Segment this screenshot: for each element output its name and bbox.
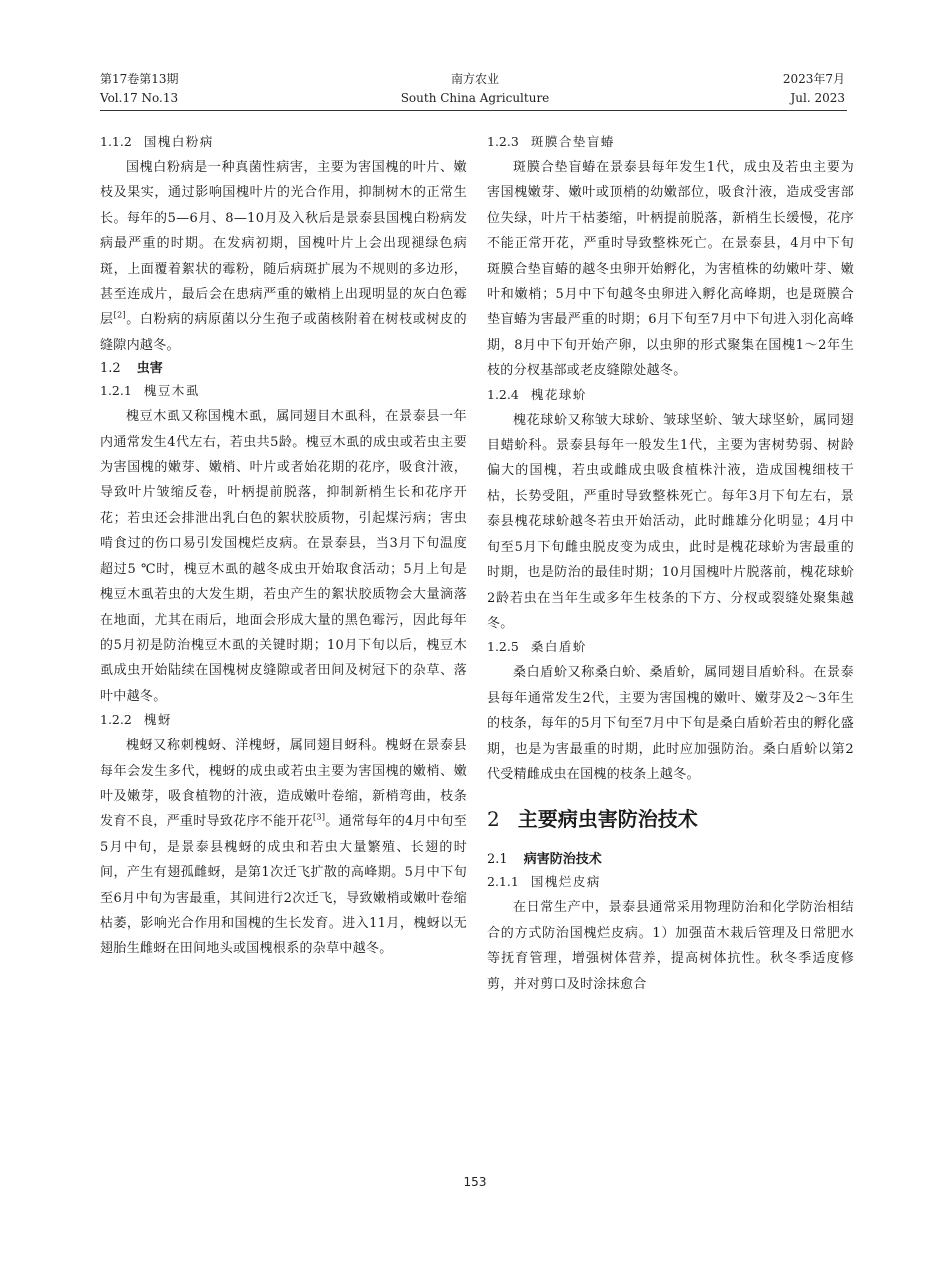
journal-cn: 南方农业: [450, 72, 499, 86]
page-number: 153: [463, 1175, 487, 1189]
section-heading-2-1-1: [487, 872, 854, 892]
section-heading-1-1-2: [100, 132, 467, 152]
paragraph-text: 。通常每年的4月中旬至5月中旬，是景泰县槐蚜的成虫和若虫大量繁殖、长翅的时间，产生有翅孤雌蚜，是第1次迁飞扩散的高峰期。5月中下旬至6月中旬为害最重，其间进行2次迁飞，导致嫩梢或嫩叶卷缩枯萎，影响光合作用和国槐的生长发育。进入11月，槐蚜以无翅胎生雌蚜在田间地头或国槐根系的杂草中越冬。: [100, 814, 467, 957]
section-number: 1.2.2: [100, 712, 132, 728]
section-heading-1-2-4: [487, 385, 854, 405]
header-divider: [100, 110, 847, 111]
section-title: 国槐烂皮病: [530, 874, 601, 890]
paragraph-mulberry-scale: 桑白盾蚧又称桑白蚧、桑盾蚧，属同翅目盾蚧科。在景泰县每年通常发生2代，主要为害国槐的嫩叶、嫩芽及2～3年生的枝条，每年的5月下旬至7月中下旬是桑白盾蚧若虫的孵化盛期，也是为害最重的时期，此时应加强防治。桑白盾蚧以第2代受精雌成虫在国槐的枝条上越冬。: [487, 665, 854, 782]
section-number: 1.1.2: [100, 134, 132, 149]
volume-cn: 第17卷第13期: [100, 72, 179, 86]
paragraph-psyllid: 槐豆木虱又称国槐木虱，属同翅目木虱科，在景泰县一年内通常发生4代左右，若虫共5龄。槐豆木虱的成虫或若虫主要为害国槐的嫩芽、嫩梢、叶片或者始花期的花序，吸食汁液，导致叶片皱缩反卷，叶柄提前脱落，抑制新梢生长和花序开花；若虫还会排泄出乳白色的絮状胶质物，引起煤污病；害虫啃食过的伤口易引发国槐烂皮病。在景泰县，当3月下旬温度超过5 ℃时，槐豆木虱的越冬成虫开始取食活动；5月上旬是槐豆木虱若虫的大发生期，若虫产生的絮状胶质物会大量滴落在地面，尤其在雨后，地面会形成大量的黑色霉污，因此每年的5月初是防治槐豆木虱的关键时期；10月下旬以后，槐豆木虱成虫开始陆续在国槐树皮缝隙或者田间及树冠下的杂草、落叶中越冬。: [100, 409, 467, 704]
left-column: [100, 131, 467, 962]
section-number: 2.1.1: [487, 874, 519, 890]
right-column: [487, 131, 854, 997]
paragraph-text: 。白粉病的病原菌以分生孢子或菌核附着在树枝或树皮的缝隙内越冬。: [100, 312, 467, 353]
paragraph-scale-insect: 槐花球蚧又称皱大球蚧、皱球坚蚧、皱大球坚蚧，属同翅目蜡蚧科。景泰县每年一般发生1代，主要为害树势弱、树龄偏大的国槐，若虫或雌成虫吸食植株汁液，造成国槐细枝干枯，长势受阻，严重时导致整株死亡。每年3月下旬左右，景泰县槐花球蚧越冬若虫开始活动，此时雌雄分化明显；4月中旬至5月下旬雌虫脱皮变为成虫，此时是槐花球蚧为害最重的时期，也是防治的最佳时期；10月国槐叶片脱落前，槐花球蚧2龄若虫在当年生或多年生枝条的下方、分杈或裂缝处聚集越冬。: [487, 412, 854, 631]
section-heading-2-1: [487, 849, 854, 871]
volume-en: Vol.17 No.13: [100, 91, 179, 105]
section-title: 桑白盾蚧: [530, 639, 587, 655]
journal-en: South China Agriculture: [400, 91, 550, 105]
paragraph-canker-control: 在日常生产中，景泰县通常采用物理防治和化学防治相结合的方式防治国槐烂皮病。1）加强苗木栽后管理及日常肥水等抚育管理，增强树体营养，提高树体抗性。秋冬季适度修剪，并对剪口及时涂抹愈合: [487, 900, 854, 992]
section-number: 2: [487, 807, 500, 832]
running-header-date: [783, 70, 845, 108]
section-title: 槐蚜: [143, 712, 172, 728]
section-number: 1.2: [100, 361, 121, 377]
section-number: 1.2.3: [487, 134, 519, 149]
citation-ref: [2]: [113, 311, 126, 321]
section-number: 1.2.4: [487, 386, 519, 402]
section-heading-1-2: [100, 358, 467, 380]
section-heading-1-2-2: [100, 710, 467, 730]
date-cn: 2023年7月: [782, 72, 845, 86]
section-heading-1-2-3: [487, 132, 854, 152]
paragraph-text: 国槐白粉病是一种真菌性病害，主要为害国槐的叶片、嫩枝及果实，通过影响国槐叶片的光合作用，抑制树木的正常生长。每年的5—6月、8—10月及入秋后是景泰县国槐白粉病发病最严重的时期。在发病初期，国槐叶片上会出现褪绿色病斑，上面覆着絮状的霉粉，随后病斑扩展为不规则的多边形，甚至连成片，最后会在患病严重的嫩梢上出现明显的灰白色霉层: [100, 160, 467, 328]
section-number: 2.1: [487, 852, 508, 868]
citation-ref: [3]: [313, 813, 326, 823]
section-title: 斑膜合垫盲蝽: [530, 134, 615, 149]
paragraph-text: 槐蚜又称刺槐蚜、洋槐蚜，属同翅目蚜科。槐蚜在景泰县每年会发生多代，槐蚜的成虫或若虫主要为害国槐的嫩梢、嫩叶及嫩芽，吸食植物的汁液，造成嫩叶卷缩，新梢弯曲，枝条发育不良，严重时导致花序不能开花: [100, 738, 467, 830]
section-title: 槐豆木虱: [143, 383, 200, 399]
section-number: 1.2.1: [100, 383, 132, 399]
paragraph-powdery-mildew: [100, 155, 467, 358]
section-title: 槐花球蚧: [530, 386, 587, 402]
section-title: 虫害: [136, 361, 163, 377]
date-en: Jul. 2023: [790, 91, 845, 105]
section-heading-1-2-1: [100, 381, 467, 401]
section-number: 1.2.5: [487, 639, 519, 655]
section-title: 主要病虫害防治技术: [517, 807, 698, 832]
paragraph-mirid-bug: 斑膜合垫盲蝽在景泰县每年发生1代，成虫及若虫主要为害国槐嫩芽、嫩叶或顶梢的幼嫩部位，吸食汁液，造成受害部位失绿，叶片干枯萎缩，叶柄提前脱落，新梢生长缓慢，花序不能正常开花，严重时导致整株死亡。在景泰县，4月中下旬斑膜合垫盲蝽的越冬虫卵开始孵化，为害植株的幼嫩叶芽、嫩叶和嫩梢；5月中下旬越冬虫卵进入孵化高峰期，也是斑膜合垫盲蝽为害最严重的时期；6月下旬至7月中下旬进入羽化高峰期，8月中下旬开始产卵，以虫卵的形式聚集在国槐1～2年生枝的分杈基部或老皮缝隙处越冬。: [487, 160, 854, 379]
section-title: 病害防治技术: [523, 852, 602, 868]
section-heading-2: [487, 804, 854, 834]
section-heading-1-2-5: [487, 637, 854, 657]
paragraph-aphid: [100, 733, 467, 962]
section-title: 国槐白粉病: [143, 134, 214, 149]
